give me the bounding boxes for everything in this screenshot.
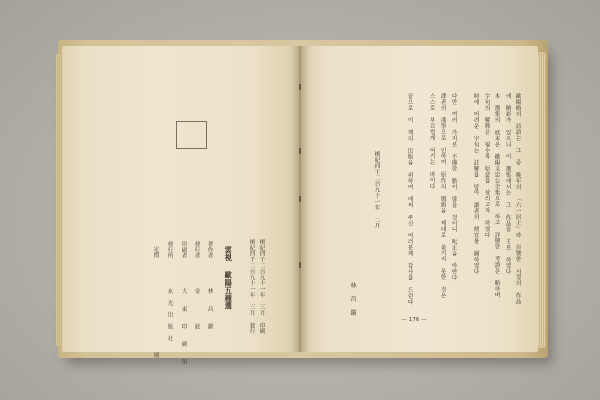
text-column: 끝으로 이 책의 出版을 위하여 애써 주신 여러분께 감사를 드린다 [406,93,413,305]
colophon-line: 檀紀四千二百九十一年 三月 發行 [248,239,255,335]
text-column: 時에 어려운 字句는 註解를 달아 讀者의 便宜를 圖하였다 [472,93,479,275]
text-column: 檀紀四千二百九十一年 二月 [373,151,380,229]
colophon-line: 發行所 玄 光 出 版 社 [166,241,173,342]
text-column: 本 選集의 底本은 歐陽文忠公全集으로 하고 詳細한 考證은 略하며 [493,93,500,299]
right-page [300,46,538,352]
colophon-line: 著作者 林 昌 鎭 [206,241,213,330]
text-column: 에 精彩가 있으니 이 選集에서는 그 作品을 主로 하였다 [504,93,511,275]
colophon-line: 印刷者 大 東 印 刷 所 [180,241,187,365]
translator-signature: 林 昌 鎭 [349,282,356,319]
text-column: 譯者의 淺學으로 인하여 原作의 風韻을 제대로 옮기지 못한 것은 [439,93,446,299]
text-column: 스스로 부끄럽게 여기는 바이다 [428,93,435,190]
colophon-book-title: 雲視 歐陽五種選 [224,246,234,311]
binding-stitch [299,196,301,202]
text-column: 字句의 解釋은 될수록 原意를 살리고자 하였다 [483,93,490,238]
seal-stamp-box [176,121,207,149]
colophon-line: 檀紀四千二百九十一年 三月 印刷 [258,239,265,335]
binding-stitch [299,262,301,268]
binding-stitch [299,148,301,154]
binding-stitch [299,84,301,90]
colophon-line: 定價 園 [152,246,159,359]
text-column: 歐陽脩의 詩語는 그 중 晩年의 「六一居士」라 自號한 시절의 作品 [514,93,521,305]
left-page [62,46,300,365]
text-column: 다만 여러 가지로 不備한 點이 많을 것이니 叱正을 바란다 [450,93,457,281]
colophon-line: 發行者 金 鉉 [193,241,200,330]
page-number: — 176 — [401,317,427,323]
